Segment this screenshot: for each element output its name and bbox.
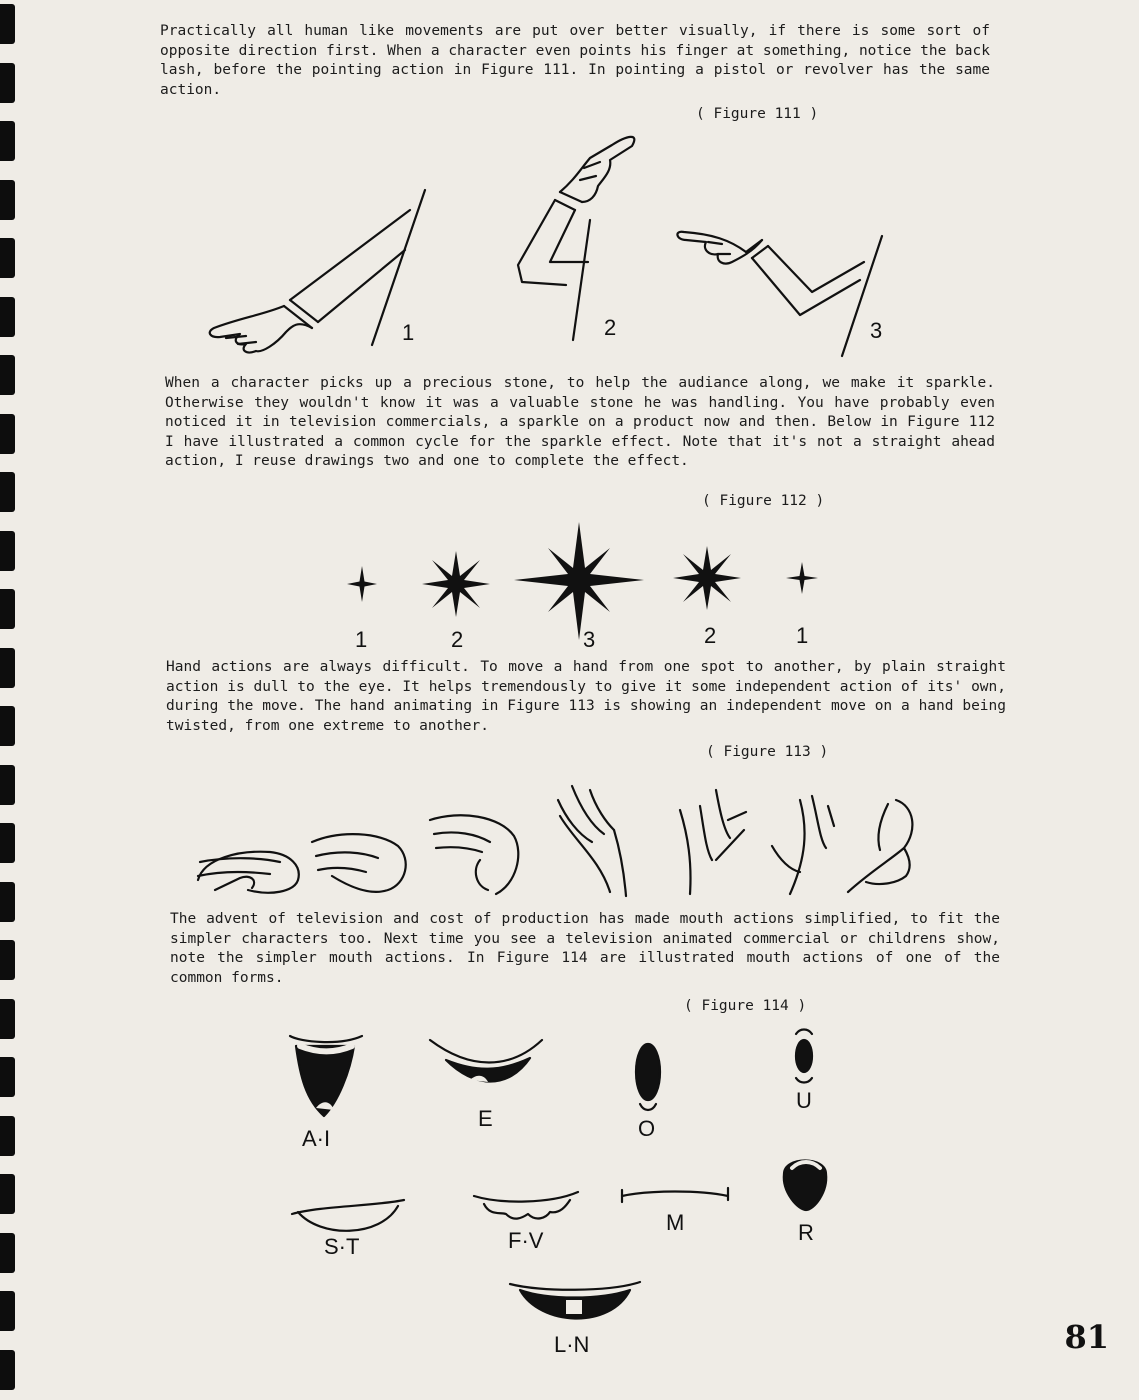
mouth-label-st: S·T bbox=[324, 1234, 360, 1259]
figure-112-sparkles bbox=[347, 522, 818, 640]
figure-113-hand-sequence bbox=[198, 786, 912, 896]
figure-114-mouth-ai bbox=[290, 1036, 362, 1116]
paragraph-2: When a character picks up a precious stone, to help the audiance along, we make it sparkle. Otherwise they wouldn't know it was a valuable stone he was handling. You have probably even noticed it in television commercials, a sparkle on a product now and then. Below in Figure 112 I have illustrated a common cycle for the sparkle effect. Note that it's not a straight ahead action, I reuse drawings two and one to complete the effect. bbox=[165, 375, 995, 469]
figure-111-pointing-arm-1 bbox=[210, 190, 425, 352]
paragraph-4: The advent of television and cost of production has made mouth actions simplified, to fit the simpler characters too. Next time you see a television animated commercial or childrens show, note the simpler mouth actions. In Figure 114 are illustrated mouth actions of one of the common forms. bbox=[170, 911, 1000, 986]
figure-111-pointing-arm-3 bbox=[677, 232, 882, 356]
sparkle-1a bbox=[347, 566, 377, 602]
mouth-label-r: R bbox=[798, 1220, 814, 1245]
figure-114-mouth-ln bbox=[510, 1282, 640, 1319]
paragraph-1: Practically all human like movements are put over better visually, if there is some sort of opposite direction first. When a character even points his finger at something, notice the back lash, before the pointing action in Figure 111. In pointing a pistol or revolver has the same action. bbox=[160, 23, 990, 98]
figure-112-number-1b: 1 bbox=[796, 623, 809, 648]
figure-111-label: ( Figure 111 ) bbox=[696, 106, 819, 122]
page-number: 81 bbox=[1064, 1318, 1109, 1356]
figure-114-label: ( Figure 114 ) bbox=[684, 998, 807, 1014]
figure-111-number-3: 3 bbox=[870, 318, 883, 343]
figure-111-number-1: 1 bbox=[402, 320, 415, 345]
mouth-label-e: E bbox=[478, 1106, 493, 1131]
figure-112-number-3: 3 bbox=[583, 627, 596, 652]
figure-112-number-2a: 2 bbox=[451, 627, 464, 652]
figure-114-mouth-r bbox=[784, 1161, 826, 1211]
figure-114-mouth-e bbox=[430, 1040, 542, 1082]
mouth-label-m: M bbox=[666, 1210, 685, 1235]
figure-112-label: ( Figure 112 ) bbox=[702, 493, 825, 509]
figure-114-mouth-u bbox=[796, 1030, 812, 1083]
figure-114-mouth-fv bbox=[474, 1192, 578, 1219]
figure-111-pointing-arm-2 bbox=[518, 137, 634, 340]
figure-113-label: ( Figure 113 ) bbox=[706, 744, 829, 760]
figure-114-mouth-st bbox=[292, 1200, 404, 1231]
figure-114-mouth-o bbox=[636, 1044, 660, 1110]
sparkle-2a bbox=[422, 551, 490, 617]
figure-112-number-2b: 2 bbox=[704, 623, 717, 648]
mouth-label-ai: A·I bbox=[302, 1126, 331, 1151]
mouth-label-ln: L·N bbox=[554, 1332, 590, 1357]
mouth-label-u: U bbox=[796, 1088, 812, 1113]
figure-112-number-1a: 1 bbox=[355, 627, 368, 652]
figure-114-mouth-m bbox=[622, 1188, 728, 1202]
mouth-label-o: O bbox=[638, 1116, 656, 1141]
figure-111-number-2: 2 bbox=[604, 315, 617, 340]
sparkle-3 bbox=[514, 522, 644, 640]
mouth-label-fv: F·V bbox=[508, 1228, 544, 1253]
paragraph-3: Hand actions are always difficult. To move a hand from one spot to another, by plain straight action is dull to the eye. It helps tremendously to give it some independent action of its' own, during the move. The hand animating in Figure 113 is showing an independent move on a hand being twisted, from one extreme to another. bbox=[166, 659, 1006, 734]
sparkle-1b bbox=[786, 562, 818, 594]
sparkle-2b bbox=[673, 546, 741, 610]
